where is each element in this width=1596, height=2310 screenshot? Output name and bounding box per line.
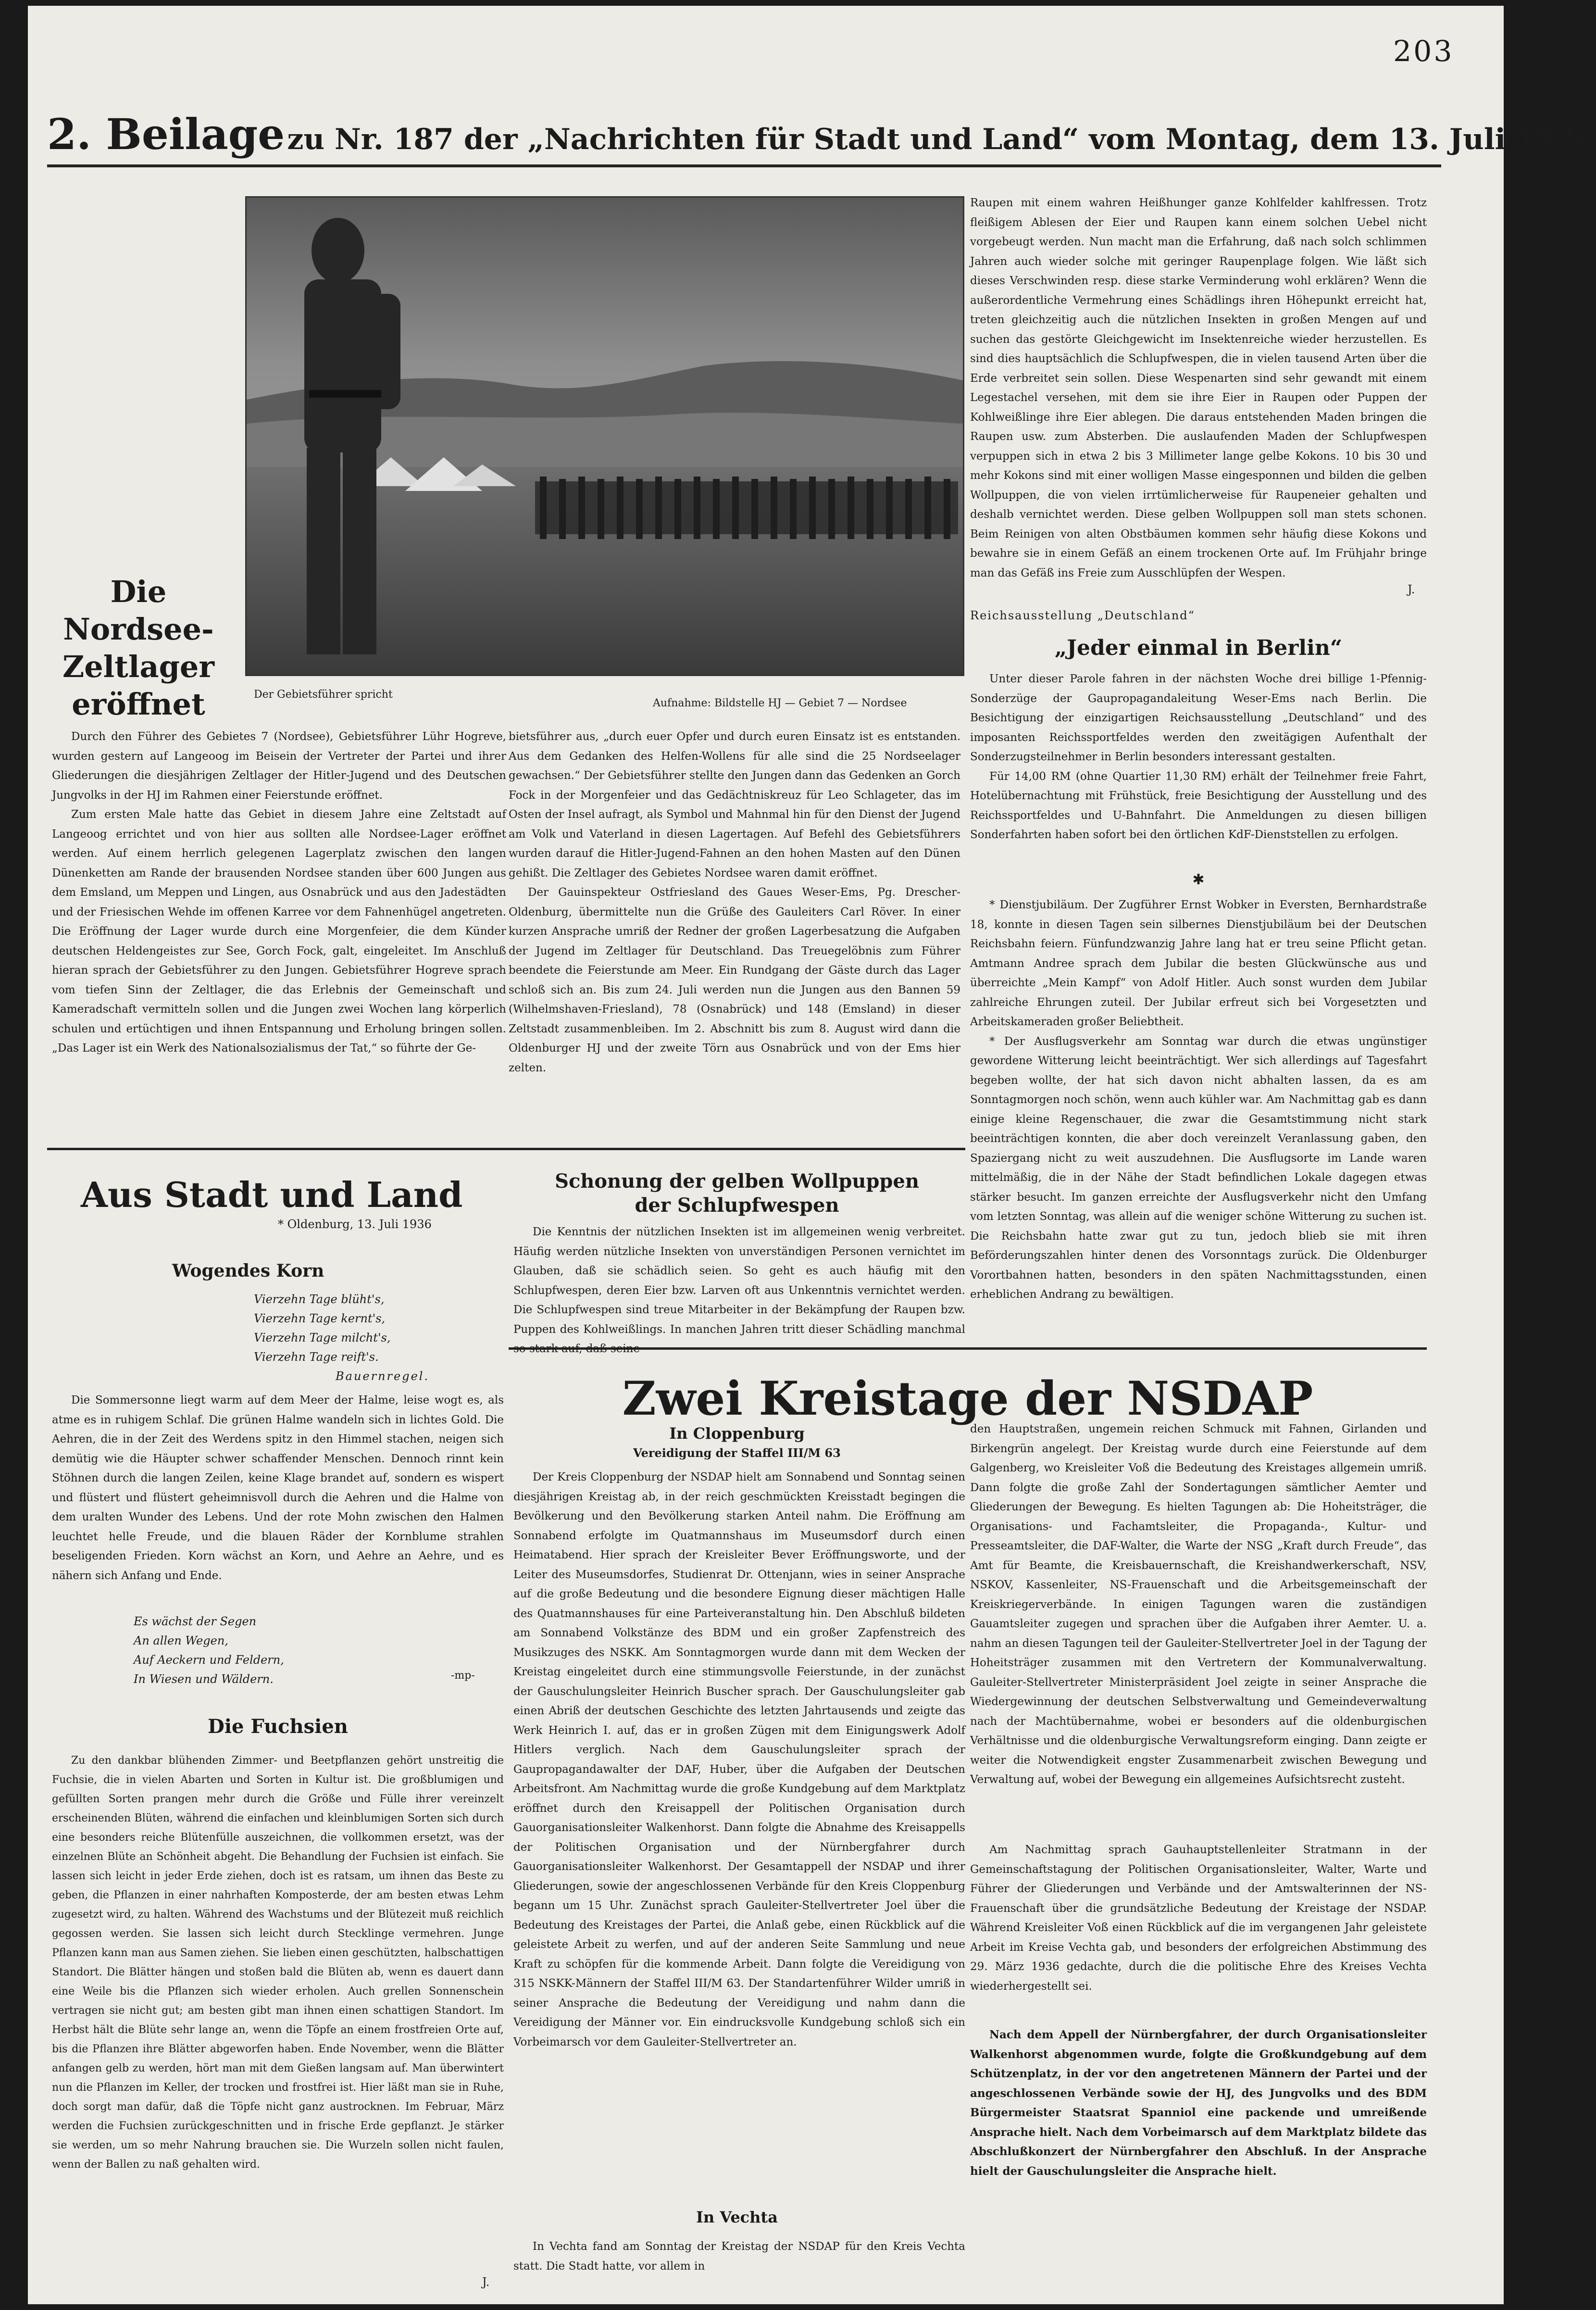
ausflugsverkehr-note: * Der Ausflugsverkehr am Sonntag war durch die etwas ungünstiger gewordene Witterung leicht beeinträchtigt. Wer sich allerdings auf Tagesfahrt begeben wollte, der hat sich davon nicht abhalten lassen, da es am Sonntagmorgen noch schön, wenn auch kühler war. Am Nachmittag gab es dann einige kleine Regenschauer, die zwar die Gesamtstimmung nicht stark beeinträchtigen konnten, die aber doch vereinzelt Veranlassung gaben, den Spaziergang nicht zu weit auszudehnen. Die Ausflugsorte im Lande waren mittelmäßig, die in der Nähe der Stadt befindlichen Lokale dagegen etwas stärker besucht. Im ganzen erreichte der Ausflugsverkehr nicht den Umfang vom letzten Sonntag, was allein auf die weniger schöne Witterung zu suchen ist. Die Reichsbahn hatte zwar gut zu tun, jedoch blieb sie mit ihren Beförderungszahlen hinter denen des Vorsonntags zurück. Die Oldenburger Vorortbahnen hatten, besonders in den späten Nachmittagsstunden, einen erheblichen Andrang zu bewältigen.	[970, 1035, 1427, 1301]
vechta-text	[970, 1419, 1427, 1833]
newspaper-page	[28, 6, 1596, 2304]
berlin-paragraph-1: Unter dieser Parole fahren in der nächsten Woche drei billige 1-Pfennig-Sonderzüge der Gaupropagandaleitung Weser-Ems nach Berlin. Die Besichtigung der einzigartigen Reichsausstellung „Deutschland“ und des imposanten Reichssportfeldes werden den zweitägigen Aufenthalt der Sonderzugsteilnehmer in Berlin besonders interessant gestalten.	[970, 673, 1427, 763]
kreistage-headline: Zwei Kreistage der NSDAP	[622, 1371, 1313, 1426]
wogendes-korn-paragraph: Die Sommersonne liegt warm auf dem Meer der Halme, leise wogt es, als atme es in ruhigem Schlaf. Die grünen Halme wandeln sich in lichtes Gold. Die Aehren, die in der Zeit des Werdens spitz in den Himmel stachen, neigen sich demütig wie die Häupter schwer schaffender Menschen. Dennoch rinnt kein Stöhnen durch die langen Zeilen, keine Klage brandet auf, sondern es wispert und flüstert und flüstert geheimnisvoll durch die Aehren und die Halme von dem uralten Wunder des Lebens. Und der rote Mohn zwischen den Halmen leuchtet helle Freude, und die blauen Räder der Kornblume strahlen beseligenden Frieden. Korn wächst an Korn, und Aehre an Aehre, und es nähern sich Anfang und Ende.	[52, 1394, 504, 1582]
fuchsien-signature: J.	[482, 2275, 490, 2289]
wogendes-korn-headline: Wogendes Korn	[172, 1261, 324, 1281]
masthead	[47, 109, 1596, 162]
schlupfwespen-continued-text: Raupen mit einem wahren Heißhunger ganze Kohlfelder kahlfressen. Trotz fleißigem Ablesen der Eier und Raupen kann einem solchen Uebel nicht vorgebeugt werden. Nun macht man die Erfahrung, daß nach solch schlimmen Jahren auch wieder solche mit geringer Raupenplage folgen. Wie läßt sich dieses Verschwinden resp. diese starke Verminderung wohl erklären? Wenn die außerordentliche Vermehrung eines Schädlings ihren Höhepunkt erreicht hat, treten gleichzeitig auch die nützlichen Insekten in großen Mengen auf und suchen das gestörte Gleichgewicht im Insektenreiche wieder herzustellen. Es sind dies hauptsächlich die Schlupfwespen, die in vielen tausend Arten über die Erde verbreitet sein sollen. Diese Wespenarten sind sehr gewandt mit einem Legestachel versehen, mit dem sie ihre Eier in Raupen oder Puppen der Kohlweißlinge ihre Eier ablegen. Die daraus entstehenden Maden bringen die Raupen usw. zum Absterben. Die auslaufenden Maden der Schlupfwespen verpuppen sich in etwa 2 bis 3 Millimeter lange gelbe Kokons. 10 bis 30 und mehr Kokons sind mit einer wolligen Masse eingesponnen und bilden die gelben Wollpuppen, die von vielen irrtümlicherweise für Raupeneier gehalten und deshalb vernichtet werden. Diese gelben Wollpuppen soll man stets schonen. Beim Reinigen von alten Obstbäumen kommen sehr häufig diese Kokons und bewahre sie in einem Gefäß an einem trockenen Orte auf. Im Frühjahr bringe man das Gefäß ins Freie zum Ausschlüpfen der Wespen.	[970, 197, 1427, 579]
nordsee-headline-line3: eröffnet	[72, 687, 205, 722]
masthead-title: 2. Beilage	[47, 109, 285, 159]
nordsee-column-1	[52, 727, 506, 1136]
page-number: 203	[1393, 35, 1454, 68]
bauernregel-verse	[254, 1290, 429, 1386]
verse2-line-2: An allen Wegen,	[134, 1634, 228, 1647]
schonung-headline-line2: der Schlupfwespen	[635, 1194, 839, 1217]
stadt-land-section-title: Aus Stadt und Land	[81, 1174, 463, 1215]
vechta-paragraph-1: den Hauptstraßen, ungemein reichen Schmuck mit Fahnen, Girlanden und Birkengrün angelegt. Der Kreistag wurde durch eine Feierstunde auf dem Galgenberg, wo Kreisleiter Voß die Bedeutung des Kreistages allgemein umriß. Dann folgte die große Zahl der Sondertagungen sämtlicher Aemter und Gliederungen der Bewegung. Es hielten Tagungen ab: Die Hoheitsträger, die Organisations- und Fachamtsleiter, die Propaganda-, Kultur- und Presseamtsleiter, die DAF-Walter, die Warte der NSG „Kraft durch Freude“, das Amt für Beamte, die Kreisbauernschaft, die Kreishandwerkerschaft, NSV, NSKOV, Kassenleiter, NS-Frauenschaft und die Arbeitsgemeinschaft der Kreiskriegerverbände. In einigen Tagungen waren die zuständigen Gauamtsleiter zugegen und sprachen über die Aufgaben ihrer Aemter. U. a. nahm an diesen Tagungen teil der Gauleiter-Stellvertreter Joel in der Tagung der Hoheitsträger zusammen mit den Vertretern der Kommunalverwaltung. Gauleiter-Stellvertreter Ministerpräsident Joel zeigte in seiner Ansprache die Wiedergewinnung der deutschen Selbstverwaltung und Gemeindeverwaltung nach der Machtübernahme, wobei er besonders auf die oldenburgischen Verhältnisse und die oldenburgische Verwaltungsreform einging. Dann zeigte er weiter die Notwendigkeit engster Zusammenarbeit zwischen Bewegung und Verwaltung auf, wobei der Bewegung ein allgemeines Aufsichtsrecht zusteht.	[970, 1423, 1427, 1786]
nordsee-paragraph-1: Durch den Führer des Gebietes 7 (Nordsee), Gebietsführer Lühr Hogreve, wurden gestern auf Langeoog im Beisein der Vertreter der Partei und ihrer Gliederungen die diesjährigen Zeltlager der Hitler-Jugend und des Deutschen Jungvolks in der HJ im Rahmen einer Feierstunde eröffnet.	[52, 730, 506, 802]
fuchsien-headline: Die Fuchsien	[208, 1715, 348, 1738]
berlin-article	[970, 669, 1427, 857]
nordsee-headline	[42, 573, 235, 723]
cloppenburg-subhead: In Cloppenburg	[669, 1424, 805, 1443]
masthead-subtitle: zu Nr. 187 der „Nachrichten für Stadt und Land“ vom Montag, dem 13. Juli 1936	[287, 123, 1596, 156]
segen-verse	[134, 1612, 284, 1689]
vechta-intro-paragraph: In Vechta fand am Sonntag der Kreistag der NSDAP für den Kreis Vechta statt. Die Stadt hatte, vor allem in	[513, 2240, 965, 2272]
stadt-land-dateline: * Oldenburg, 13. Juli 1936	[278, 1218, 432, 1231]
photo-credit: Aufnahme: Bildstelle HJ — Gebiet 7 — Nordsee	[653, 697, 907, 709]
berlin-headline: „Jeder einmal in Berlin“	[1054, 636, 1343, 660]
schonung-headline	[509, 1169, 965, 1218]
dienstjubilaeum-note: * Dienstjubiläum. Der Zugführer Ernst Wobker in Eversten, Bernhardstraße 18, konnte in diesen Tagen sein silbernes Dienstjubiläum bei der Deutschen Reichsbahn feiern. Fünfundzwanzig Jahre lang hat er treu seine Pflicht getan. Amtmann Andree sprach dem Jubilar die besten Glückwünsche aus und überreichte „Mein Kampf“ von Adolf Hitler. Auch sonst wurden dem Jubilar zahlreiche Ehrungen zuteil. Der Jubilar erfreut sich bei Vorgesetzten und Arbeitskameraden großer Beliebtheit.	[970, 899, 1427, 1028]
cloppenburg-text	[513, 1468, 965, 2184]
verse-line-2: Vierzehn Tage kernt's,	[254, 1312, 386, 1325]
local-notes	[970, 895, 1427, 1318]
nordsee-headline-line1: Die Nordsee-	[63, 574, 214, 647]
vechta-paragraph-2: Am Nachmittag sprach Gauhauptstellenleiter Stratmann in der Gemeinschaftstagung der Politischen Organisationsleiter, Walter, Warte und Führer der Gliederungen und Verbände und der Amtswalterinnen der NS-Frauenschaft über die grundsätzliche Bedeutung der Kreistage der NSDAP. Während Kreisleiter Voß einen Rückblick auf die im vergangenen Jahr geleistete Arbeit im Kreise Vechta gab, und besonders der erfolgreichen Abstimmung des 29. März 1936 gedachte, durch die die politische Ehre des Kreises Vechta wiederhergestellt sei.	[970, 1844, 1427, 1993]
vechta-subhead: In Vechta	[696, 2208, 778, 2226]
fuchsien-paragraph: Zu den dankbar blühenden Zimmer- und Beetpflanzen gehört unstreitig die Fuchsie, die in vielen Abarten und Sorten in Kultur ist. Die großblumigen und gefüllten Sorten prangen mehr durch die Größe und Fülle ihrer vereinzelt erscheinenden Blüten, während die einfachen und kleinblumigen Sorten sich durch eine besonders reiche Blütenfülle auszeichnen, die vollkommen ersetzt, was der einzelnen Blüte an Schönheit abgeht. Die Behandlung der Fuchsien ist einfach. Sie lassen sich leicht in jeder Erde ziehen, doch ist es ratsam, um ihnen das Beste zu geben, die Pflanzen in einer nahrhaften Komposterde, der am besten etwas Lehm zugesetzt wird, zu halten. Während des Wachstums und der Blütezeit muß reichlich gegossen werden. Sie lassen sich leicht durch Stecklinge vermehren. Junge Pflanzen kann man aus Samen ziehen. Sie lieben einen geschützten, halbschattigen Standort. Die Blätter hängen und stoßen bald die Blüten ab, wenn es dauert dann eine Weile bis die Pflanzen sich wieder erholen. Auch grellen Sonnenschein vertragen sie nicht gut; am besten gibt man ihnen einen schattigen Standort. Im Herbst hält die Blüte sehr lange an, wenn die Töpfe an einem frostfreien Orte auf, bis die Pflanzen ihre Blätter abgeworfen haben. Ende November, wenn die Blätter anfangen gelb zu werden, hört man mit dem Gießen langsam auf. Man überwintert nun die Pflanzen im Keller, der trocken und frostfrei ist. Hier läßt man sie in Ruhe, doch sorgt man dafür, daß die Töpfe nicht ganz austrocknen. Im Februar, März werden die Fuchsien zurückgeschnitten und in frische Erde gepflanzt. Je stärker sie werden, um so mehr Nahrung brauchen sie. Die Wurzeln sollen nicht faulen, wenn der Ballen zu naß gehalten wird.	[52, 1755, 504, 2171]
nordsee-paragraph-4: Der Gauinspekteur Ostfriesland des Gaues Weser-Ems, Pg. Drescher-Oldenburg, übermittelte nun die Grüße des Gauleiters Carl Röver. In einer kurzen Ansprache umriß der Redner der großen Lagerbesatzung die Aufgaben der Jugend im Zeltlager für Deutschland. Das Treuegelöbnis zum Führer beendete die Feierstunde am Meer. Ein Rundgang der Gäste durch das Lager schloß sich an. Bis zum 24. Juli werden nun die Jungen aus den Bannen 59 (Wilhelmshaven-Friesland), 78 (Osnabrück) und 148 (Emsland) in dieser Zeltstadt zusammenbleiben. Im 2. Abschnitt bis zum 8. August wird dann die Oldenburger HJ und der zweite Törn aus Osnabrück und von der Ems hier zelten.	[509, 886, 960, 1074]
vechta-text-2	[970, 1840, 1427, 2018]
nordsee-headline-line2: Zeltlager	[62, 649, 215, 684]
verse-line-3: Vierzehn Tage milcht's,	[254, 1331, 391, 1344]
verse-source: Bauernregel.	[336, 1369, 430, 1383]
fuchsien-text	[52, 1751, 504, 2275]
verse-line-4: Vierzehn Tage reift's.	[254, 1350, 379, 1364]
schonung-paragraph: Die Kenntnis der nützlichen Insekten ist im allgemeinen wenig verbreitet. Häufig werden nützliche Insekten von unverständigen Personen vernichtet im Glauben, daß sie schädlich seien. So geht es auch häufig mit den Schlupfwespen, deren Eier bzw. Larven oft aus Unkenntnis vernichtet werden. Die Schlupfwespen sind treue Mitarbeiter in der Bekämpfung der Raupen bzw. Puppen des Kohlweißlings. In manchen Jahren tritt dieser Schädling manchmal so stark auf, daß seine	[513, 1226, 965, 1355]
masthead-rule	[47, 164, 1441, 167]
nordsee-paragraph-2: Zum ersten Male hatte das Gebiet in diesem Jahre eine Zeltstadt auf Langeoog errichtet und von hier aus sollten alle Nordsee-Lager eröffnet werden. Auf einem herrlich gelegenen Lagerplatz zwischen den langen Dünenketten am Rande der brausenden Nordsee standen über 600 Jungen aus dem Emsland, um Meppen und Lingen, aus Osnabrück und aus den Jadestädten und der Friesischen Wehde im offenen Karree vor dem Fahnenhügel angetreten. Die Eröffnung der Lager wurde durch eine Morgenfeier, die dem Künder deutschen Heldengeistes zur See, Gorch Fock, galt, eingeleitet. Im Anschluß hieran sprach der Gebietsführer zu den Jungen. Gebietsführer Hogreve sprach vom tiefen Sinn der Zeltlager, die das Erlebnis der Gemeinschaft und Kameradschaft vermitteln sollen und die Jungen zwei Wochen lang körperlich schulen und ertüchtigen und ihnen Entspannung und Erholung bringen sollen. „Das Lager ist ein Werk des Nationalsozialismus der Tat,“ so führte der Ge-	[52, 808, 506, 1055]
cloppenburg-subhead-2: Vereidigung der Staffel III/M 63	[633, 1446, 841, 1460]
schlupfwespen-continued	[970, 193, 1427, 578]
vechta-text-3	[970, 2025, 1427, 2280]
berlin-paragraph-2: Für 14,00 RM (ohne Quartier 11,30 RM) erhält der Teilnehmer freie Fahrt, Hotelübernachtung mit Frühstück, freie Besichtigung der Ausstellung und des Reichssportfeldes und U-Bahnfahrt. Die Anmeldungen zu diesen billigen Sonderfahrten haben sofort bei den örtlichen KdF-Dienststellen zu erfolgen.	[970, 770, 1427, 841]
schonung-headline-line1: Schonung der gelben Wollpuppen	[555, 1170, 919, 1193]
verse2-line-3: Auf Aeckern und Feldern,	[134, 1653, 284, 1667]
section-rule	[47, 1148, 965, 1150]
berlin-kicker: Reichsausstellung „Deutschland“	[970, 609, 1195, 622]
schlupfwespen-signature: J.	[1408, 583, 1415, 596]
verse2-line-4: In Wiesen und Wäldern.	[134, 1672, 274, 1686]
photo-caption: Der Gebietsführer spricht	[254, 689, 393, 701]
vechta-intro	[513, 2237, 965, 2280]
vechta-paragraph-3: Nach dem Appell der Nürnbergfahrer, der durch Organisationsleiter Walkenhorst abgenommen wurde, folgte die Großkundgebung auf dem Schützenplatz, in der vor den angetretenen Männern der Partei und der angeschlossenen Verbände sowie der HJ, des Jungvolks und des BDM Bürgermeister Staatsrat Spanniol eine packende und umreißende Ansprache hielt. Nach dem Vorbeimarsch auf dem Marktplatz bildete das Abschlußkonzert der Nürnbergfahrer den Abschluß. In der Ansprache hielt der Gauschulungsleiter die Ansprache hielt.	[970, 2028, 1427, 2178]
verse2-line-1: Es wächst der Segen	[134, 1615, 257, 1628]
section-star-divider: ✱	[1192, 871, 1205, 888]
camp-photo	[245, 196, 964, 676]
cloppenburg-paragraph: Der Kreis Cloppenburg der NSDAP hielt am Sonnabend und Sonntag seinen diesjährigen Kreistag ab, in der reich geschmückten Kreisstadt begingen die Bevölkerung und den Bevölkerung starken Anteil nahm. Die Eröffnung am Sonnabend erfolgte im Quatmannshaus im Museumsdorf durch einen Heimatabend. Hier sprach der Kreisleiter Bever Eröffnungsworte, und der Leiter des Museumsdorfes, Studienrat Dr. Ottenjann, wies in seiner Ansprache auf die große Bedeutung und die besondere Eignung dieser mächtigen Halle des Quatmannshauses für eine Parteiveranstaltung hin. Den Abschluß bildeten am Sonnabend Volkstänze des BDM und ein großer Zapfenstreich des Musikzuges des NSKK. Am Sonntagmorgen wurde dann mit dem Wecken der Kreistag eingeleitet durch eine stimmungsvolle Feierstunde, in der zunächst der Gauschulungsleiter Heinrich Buscher sprach. Der Gauschulungsleiter gab einen Abriß der deutschen Geschichte des letzten Jahrtausends und zeigte das Werk Heinrich I. auf, das er in großen Zügen mit dem Einigungswerk Adolf Hitlers verglich. Nach dem Gauschulungsleiter sprach der Gaupropagandawalter der DAF, Huber, über die Aufgaben der Deutschen Arbeitsfront. Am Nachmittag wurde die große Kundgebung auf dem Marktplatz eröffnet durch den Kreisappell der Politischen Organisation durch Gauorganisationsleiter Walkenhorst. Dann folgte die Abnahme des Kreisappells der Politischen Organisation und der Nürnbergfahrer durch Gauorganisationsleiter Walkenhorst. Der Gesamtappell der NSDAP und ihrer Gliederungen, sowie der angeschlossenen Verbände für den Kreis Cloppenburg begann um 15 Uhr. Zunächst sprach Gauleiter-Stellvertreter Joel über die Bedeutung des Kreistages der Partei, die Anlaß gebe, einen Rückblick auf die geleistete Arbeit zu werfen, und auf der anderen Seite Sammlung und neue Kraft zu schöpfen für die kommende Arbeit. Dann folgte die Vereidigung von 315 NSKK-Männern der Staffel III/M 63. Der Standartenführer Wilder umriß in seiner Ansprache die Bedeutung der Vereidigung und nahm dann die Vereidigung der Männer vor. Ein eindrucksvolle Kundgebung schloß sich ein Vorbeimarsch vor dem Gauleiter-Stellvertreter an.	[513, 1471, 965, 2048]
schonung-text	[513, 1222, 965, 1355]
nordsee-column-2	[509, 727, 960, 1136]
wogendes-korn-signature: -mp-	[451, 1670, 475, 1682]
nordsee-paragraph-3: bietsführer aus, „durch euer Opfer und durch euren Einsatz ist es entstanden. Aus dem Gedanken des Helfen-Wollens für alle sind die 25 Nordseelager gewachsen.“ Der Gebietsführer stellte den Jungen dann das Gedenken an Gorch Fock in der Morgenfeier und das Gedächtniskreuz für Leo Schlageter, das im Osten der Insel aufragt, als Symbol und Mahnmal hin für den Dienst der Jugend am Volk und Vaterland in diesen Lagertagen. Auf Befehl des Gebietsführers wurden darauf die Hitler-Jugend-Fahnen an den hohen Masten auf den Dünen gehißt. Die Zeltlager des Gebietes Nordsee waren damit eröffnet.	[509, 730, 960, 879]
camp-photo-image	[247, 198, 963, 675]
verse-line-1: Vierzehn Tage blüht's,	[254, 1293, 385, 1306]
wogendes-korn-text	[52, 1391, 504, 1593]
